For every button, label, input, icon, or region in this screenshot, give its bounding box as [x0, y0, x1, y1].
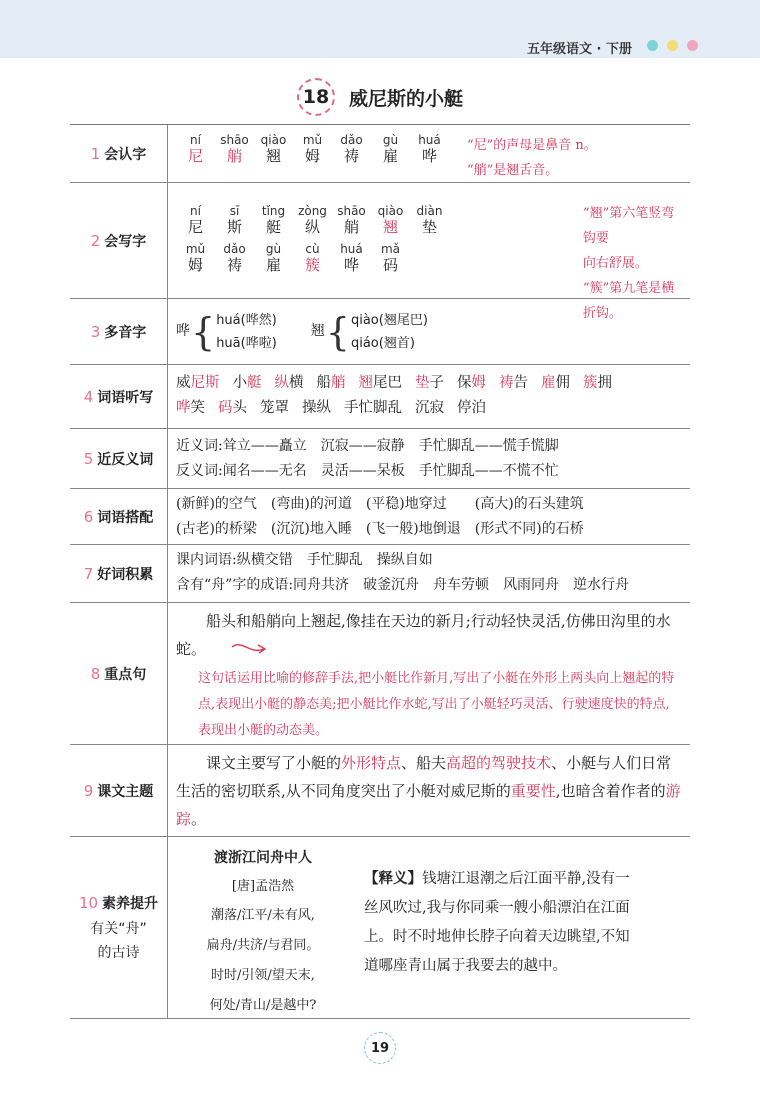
dictation-word: 码头	[218, 400, 247, 416]
hanzi: 姆	[187, 256, 203, 274]
char-cell	[254, 204, 293, 237]
pinyin: shāo	[337, 204, 366, 218]
poem	[188, 843, 338, 1014]
key-sentence: 船头和船艄向上翘起,像挂在天边的新月;行动轻快灵活,仿佛田沟里的水蛇。	[176, 612, 671, 658]
row-write-chars	[70, 183, 690, 321]
row-theme	[70, 745, 690, 837]
char-cell	[215, 242, 254, 275]
row-label: 4 词语听写	[70, 365, 168, 428]
row-good-words	[70, 545, 690, 603]
hanzi: 哗	[421, 147, 437, 165]
word-line	[176, 371, 682, 396]
row-label: 3 多音字	[70, 299, 168, 364]
dictation-word: 停泊	[457, 400, 486, 416]
poem-line: 时时/引领/望天末,	[211, 968, 315, 983]
word-line: 课内词语:纵横交错 手忙脚乱 操纵自如	[176, 552, 433, 568]
char-list	[176, 242, 410, 275]
char-list	[176, 204, 449, 237]
char-grid	[176, 199, 565, 294]
char-cell	[332, 204, 371, 237]
dictation-word: 威尼斯	[176, 375, 220, 391]
note: “尼”的声母是鼻音 n。	[467, 138, 597, 153]
dictation-word: 哗笑	[176, 400, 205, 416]
pinyin: qiào	[377, 204, 404, 218]
hanzi: 翘	[265, 147, 281, 165]
teal-dot-icon	[647, 40, 658, 51]
hanzi: 斯	[226, 218, 242, 236]
poem-explanation: 【释义】钱塘江退潮之后江面平静,没有一丝风吹过,我与你同乘一艘小船漂泊在江面上。时不时地伸长脖子向着天边眺望,不知道哪座青山属于我要去的越中。	[364, 871, 630, 974]
synonym-line: 近义词:耸立——矗立 沉寂——寂静 手忙脚乱——慌手慌脚	[176, 438, 559, 454]
hanzi: 祷	[226, 256, 242, 274]
char-cell	[215, 133, 254, 178]
collocation-line: (古老)的桥梁 (沉沉)地入睡 (飞一般)地倒退 (形式不同)的石桥	[176, 521, 584, 537]
row-synonyms	[70, 429, 690, 489]
hanzi: 雇	[382, 147, 398, 165]
arrow-icon	[230, 641, 270, 655]
hanzi: 垫	[421, 218, 437, 236]
row-dictation	[70, 365, 690, 429]
hanzi: 尼	[187, 218, 203, 236]
pinyin: mǎ	[380, 242, 401, 256]
pinyin: mǔ	[302, 133, 323, 147]
row-label: 10 素养提升 有关“舟” 的古诗	[70, 837, 168, 1018]
hanzi: 码	[382, 256, 398, 274]
hanzi: 雇	[265, 256, 281, 274]
row-label: 1 会认字	[70, 125, 168, 182]
dictation-word: 沉寂	[415, 400, 444, 416]
pinyin: huá	[418, 133, 441, 147]
pinyin: zòng	[298, 204, 327, 218]
row-label: 7 好词积累	[70, 545, 168, 602]
brace-icon: {	[191, 309, 216, 354]
hanzi: 纵	[304, 218, 320, 236]
pinyin: mǔ	[185, 242, 206, 256]
row-recognize-chars	[70, 125, 690, 183]
char-cell	[293, 242, 332, 275]
char-cell	[176, 204, 215, 237]
pinyin: qiào	[260, 133, 287, 147]
char-cell	[176, 242, 215, 275]
pink-dot-icon	[687, 40, 698, 51]
notes	[467, 133, 597, 178]
brace-icon: {	[325, 309, 350, 354]
row-polyphonic	[70, 299, 690, 365]
char-cell	[254, 242, 293, 275]
char-cell	[371, 242, 410, 275]
hanzi: 祷	[343, 147, 359, 165]
note: “艄”是翘舌音。	[467, 163, 559, 178]
pinyin: gù	[382, 133, 399, 147]
char-cell	[410, 133, 449, 178]
pinyin: sī	[229, 204, 240, 218]
pinyin: shāo	[220, 133, 249, 147]
antonym-line: 反义词:闻名——无名 灵活——呆板 手忙脚乱——不慌不忙	[176, 463, 559, 479]
word-line: 含有“舟”字的成语:同舟共济 破釜沉舟 舟车劳顿 风雨同舟 逆水行舟	[176, 577, 630, 593]
pinyin: diàn	[416, 204, 443, 218]
pinyin: dǎo	[340, 133, 363, 147]
char-list	[176, 133, 449, 178]
page-number: 19	[364, 1032, 396, 1064]
dictation-word: 雇佣	[541, 375, 570, 391]
pinyin: tǐng	[261, 204, 286, 218]
hanzi: 姆	[304, 147, 320, 165]
char-cell	[293, 204, 332, 237]
char-cell	[215, 204, 254, 237]
poem-line: 潮落/江平/未有风,	[211, 908, 315, 923]
yellow-dot-icon	[667, 40, 678, 51]
lesson-title: 威尼斯的小艇	[348, 87, 463, 110]
char-cell	[332, 133, 371, 178]
pinyin: gù	[265, 242, 282, 256]
dictation-word: 保姆	[457, 375, 486, 391]
note: “簇”第九笔是横折钩。	[582, 281, 675, 321]
dictation-word: 小艇	[232, 375, 262, 391]
dictation-word: 垫子	[415, 375, 444, 391]
pinyin: dǎo	[223, 242, 246, 256]
row-label: 2 会写字	[70, 183, 168, 298]
pinyin: huá	[340, 242, 363, 256]
dictation-word: 祷告	[499, 375, 528, 391]
hanzi: 翘	[382, 218, 398, 236]
notes	[582, 199, 682, 321]
book-title: 五年级语文 · 下册	[527, 42, 632, 57]
char-cell	[371, 204, 410, 237]
row-collocation	[70, 489, 690, 545]
row-poem	[70, 837, 690, 1019]
dictation-word: 船艄	[316, 375, 346, 391]
sentence-analysis: 这句话运用比喻的修辞手法,把小艇比作新月,写出了小艇在外形上两头向上翘起的特点,表现出小艇的静态美;把小艇比作水蛇,写出了小艇轻巧灵活、行驶速度快的特点,表现出小艇的动态美。	[198, 671, 675, 738]
char-cell	[410, 204, 449, 237]
dictation-word: 手忙脚乱	[344, 400, 402, 416]
dictation-word: 纵横	[274, 375, 304, 391]
collocation-line: (新鲜)的空气 (弯曲)的河道 (平稳)地穿过 (高大)的石头建筑	[176, 496, 584, 512]
poem-title: 渡浙江问舟中人	[214, 850, 312, 866]
row-label: 9 课文主题	[70, 745, 168, 836]
poem-line: 何处/青山/是越中?	[209, 998, 317, 1013]
char-cell	[371, 133, 410, 178]
dictation-word: 笼罩	[260, 400, 289, 416]
dictation-word: 操纵	[302, 400, 331, 416]
lesson-heading	[0, 78, 760, 116]
char-cell	[176, 133, 215, 178]
dictation-word: 翘尾巴	[358, 375, 402, 391]
header-bar	[0, 0, 760, 58]
pinyin: ní	[190, 204, 201, 218]
hanzi: 哗	[343, 256, 359, 274]
row-label: 8 重点句	[70, 603, 168, 744]
pinyin: ní	[190, 133, 201, 147]
lesson-number: 18	[297, 78, 335, 116]
row-label: 6 词语搭配	[70, 489, 168, 544]
dictation-word: 簇拥	[583, 375, 612, 391]
char-cell	[332, 242, 371, 275]
decorative-dots	[647, 40, 698, 51]
hanzi: 尼	[187, 147, 203, 165]
note: “翘”第六笔竖弯钩要	[582, 206, 675, 246]
hanzi: 艇	[265, 218, 281, 236]
hanzi: 艄	[343, 218, 359, 236]
word-line	[176, 396, 682, 421]
polyphone-group: 翘 { qiào(翘尾巴) qiáo(翘首)	[310, 309, 428, 354]
theme-text: 课文主要写了小艇的外形特点、船夫高超的驾驶技术、小艇与人们日常生活的密切联系,从不同角度突出了小艇对威尼斯的重要性,也暗含着作者的游踪。	[176, 754, 681, 828]
hanzi: 艄	[226, 147, 242, 165]
row-key-sentence	[70, 603, 690, 745]
pinyin: cù	[305, 242, 320, 256]
study-table	[70, 124, 690, 1019]
row-label: 5 近反义词	[70, 429, 168, 488]
poem-author: [唐]孟浩然	[231, 879, 295, 894]
hanzi: 簇	[304, 256, 320, 274]
polyphone-group: 哗 { huá(哗然) huā(哗啦)	[176, 309, 277, 354]
char-cell	[293, 133, 332, 178]
char-cell	[254, 133, 293, 178]
note: 向右舒展。	[582, 256, 648, 271]
poem-line: 扁舟/共济/与君同。	[206, 938, 320, 953]
